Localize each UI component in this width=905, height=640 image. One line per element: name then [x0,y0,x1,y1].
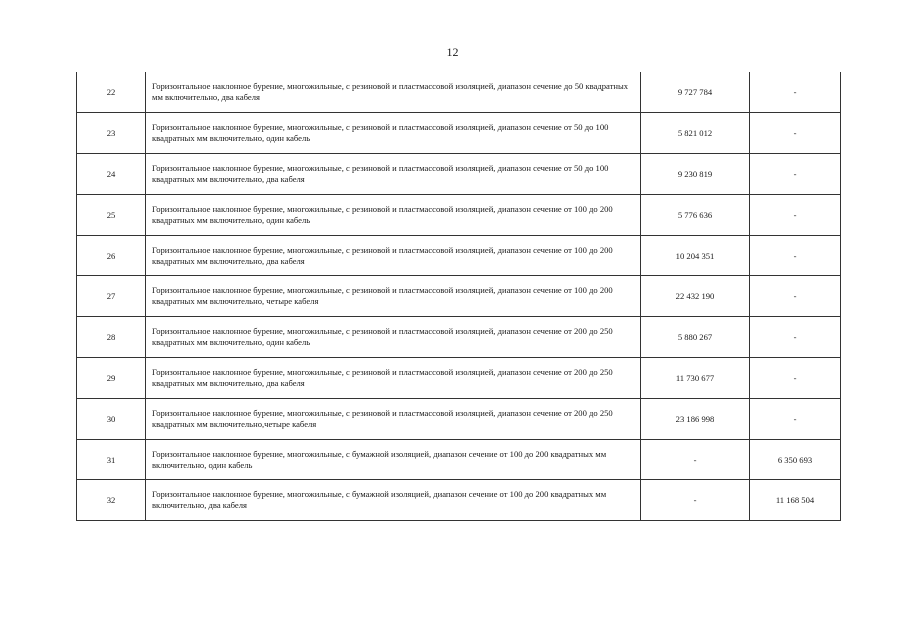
table-row [77,276,841,317]
table-row [77,317,841,358]
table-row [77,194,841,235]
row-number: 26 [77,235,146,276]
row-value-col3: 22 432 190 [641,276,750,317]
row-number: 29 [77,358,146,399]
row-number: 22 [77,72,146,113]
row-description: Горизонтальное наклонное бурение, многожильные, с резиновой и пластмассовой изоляцией, диапазон сечение от 50 до 100 квадратных мм включительно, один кабель [146,113,641,154]
table-row [77,358,841,399]
row-value-col3: 11 730 677 [641,358,750,399]
row-value-col4: - [750,235,841,276]
table-row [77,480,841,521]
row-description: Горизонтальное наклонное бурение, многожильные, с резиновой и пластмассовой изоляцией, диапазон сечение от 200 до 250 квадратных мм включительно, один кабель [146,317,641,358]
row-value-col3: - [641,439,750,480]
table-row [77,439,841,480]
page-number: 12 [446,45,459,59]
row-number: 32 [77,480,146,521]
row-description: Горизонтальное наклонное бурение, многожильные, с резиновой и пластмассовой изоляцией, диапазон сечение от 50 до 100 квадратных мм включительно, два кабеля [146,154,641,195]
row-value-col4: - [750,276,841,317]
row-value-col3: 9 230 819 [641,154,750,195]
table-row [77,398,841,439]
row-number: 30 [77,398,146,439]
row-value-col3: 5 776 636 [641,194,750,235]
row-number: 23 [77,113,146,154]
row-value-col4: - [750,194,841,235]
row-description: Горизонтальное наклонное бурение, многожильные, с резиновой и пластмассовой изоляцией, диапазон сечение от 100 до 200 квадратных мм включительно, один кабель [146,194,641,235]
row-description: Горизонтальное наклонное бурение, многожильные, с резиновой и пластмассовой изоляцией, диапазон сечение от 200 до 250 квадратных мм включительно,четыре кабеля [146,398,641,439]
table-row [77,72,841,113]
table-row [77,154,841,195]
row-number: 25 [77,194,146,235]
row-value-col3: 9 727 784 [641,72,750,113]
row-value-col4: - [750,154,841,195]
table-row [77,235,841,276]
row-description: Горизонтальное наклонное бурение, многожильные, с бумажной изоляцией, диапазон сечение от 100 до 200 квадратных мм включительно, два кабеля [146,480,641,521]
row-value-col4: - [750,358,841,399]
row-value-col3: 23 186 998 [641,398,750,439]
row-value-col3: - [641,480,750,521]
row-value-col3: 5 880 267 [641,317,750,358]
row-value-col4: - [750,398,841,439]
row-value-col4: - [750,72,841,113]
row-value-col3: 10 204 351 [641,235,750,276]
table-row [77,113,841,154]
row-number: 24 [77,154,146,195]
row-value-col4: 11 168 504 [750,480,841,521]
row-number: 28 [77,317,146,358]
row-value-col3: 5 821 012 [641,113,750,154]
row-value-col4: 6 350 693 [750,439,841,480]
row-description: Горизонтальное наклонное бурение, многожильные, с бумажной изоляцией, диапазон сечение от 100 до 200 квадратных мм включительно, один кабель [146,439,641,480]
row-description: Горизонтальное наклонное бурение, многожильные, с резиновой и пластмассовой изоляцией, диапазон сечение от 200 до 250 квадратных мм включительно, два кабеля [146,358,641,399]
row-description: Горизонтальное наклонное бурение, многожильные, с резиновой и пластмассовой изоляцией, диапазон сечение от 100 до 200 квадратных мм включительно, два кабеля [146,235,641,276]
row-value-col4: - [750,113,841,154]
row-value-col4: - [750,317,841,358]
row-description: Горизонтальное наклонное бурение, многожильные, с резиновой и пластмассовой изоляцией, диапазон сечение до 50 квадратных мм включительно, два кабеля [146,72,641,113]
tariff-table [76,72,841,521]
row-number: 27 [77,276,146,317]
row-number: 31 [77,439,146,480]
row-description: Горизонтальное наклонное бурение, многожильные, с резиновой и пластмассовой изоляцией, диапазон сечение от 100 до 200 квадратных мм включительно, четыре кабеля [146,276,641,317]
